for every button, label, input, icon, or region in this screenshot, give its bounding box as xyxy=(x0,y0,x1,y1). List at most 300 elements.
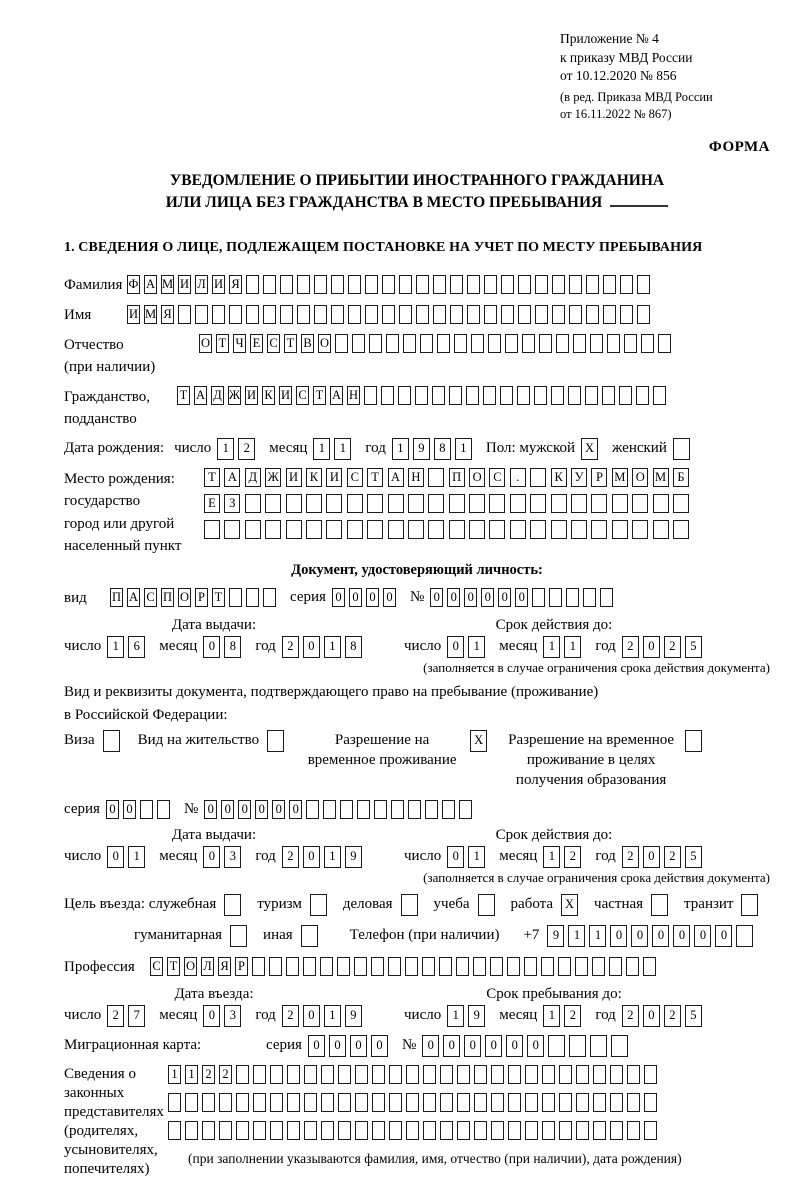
char-cell[interactable] xyxy=(542,1121,555,1140)
char-cell[interactable] xyxy=(530,468,546,487)
char-cell[interactable] xyxy=(636,386,649,405)
char-cell[interactable]: И xyxy=(178,275,191,294)
entry-day-input[interactable] xyxy=(107,1005,149,1027)
char-cell[interactable] xyxy=(510,520,526,539)
char-cell[interactable] xyxy=(612,494,628,513)
char-cell[interactable] xyxy=(398,386,411,405)
char-cell[interactable] xyxy=(600,588,613,607)
char-cell[interactable]: Ж xyxy=(265,468,281,487)
char-cell[interactable] xyxy=(603,305,616,324)
char-cell[interactable] xyxy=(367,494,383,513)
char-cell[interactable] xyxy=(576,1093,589,1112)
char-cell[interactable]: Т xyxy=(204,468,220,487)
char-cell[interactable]: 0 xyxy=(430,588,443,607)
char-cell[interactable]: 0 xyxy=(221,800,234,819)
char-cell[interactable]: 1 xyxy=(334,438,351,460)
char-cell[interactable] xyxy=(287,1093,300,1112)
char-cell[interactable] xyxy=(408,520,424,539)
char-cell[interactable] xyxy=(265,520,281,539)
char-cell[interactable] xyxy=(323,800,336,819)
char-cell[interactable]: 2 xyxy=(202,1065,215,1084)
char-cell[interactable]: 0 xyxy=(643,846,660,868)
char-cell[interactable] xyxy=(195,305,208,324)
char-cell[interactable]: 1 xyxy=(107,636,124,658)
char-cell[interactable] xyxy=(466,386,479,405)
char-cell[interactable]: 0 xyxy=(349,588,362,607)
stay-month-input[interactable] xyxy=(543,1005,585,1027)
char-cell[interactable] xyxy=(627,1065,640,1084)
char-cell[interactable] xyxy=(651,894,668,916)
char-cell[interactable] xyxy=(456,957,469,976)
char-cell[interactable]: 2 xyxy=(219,1065,232,1084)
char-cell[interactable]: 0 xyxy=(506,1035,523,1057)
char-cell[interactable] xyxy=(338,1121,351,1140)
char-cell[interactable]: Т xyxy=(212,588,225,607)
char-cell[interactable]: 0 xyxy=(289,800,302,819)
char-cell[interactable] xyxy=(236,1121,249,1140)
char-cell[interactable] xyxy=(510,494,526,513)
doc-valid-month-input[interactable] xyxy=(543,636,585,658)
char-cell[interactable] xyxy=(269,957,282,976)
char-cell[interactable] xyxy=(583,588,596,607)
char-cell[interactable]: Т xyxy=(177,386,190,405)
char-cell[interactable] xyxy=(408,800,421,819)
char-cell[interactable] xyxy=(585,386,598,405)
char-cell[interactable] xyxy=(592,957,605,976)
char-cell[interactable] xyxy=(551,494,567,513)
char-cell[interactable] xyxy=(286,520,302,539)
char-cell[interactable] xyxy=(178,305,191,324)
char-cell[interactable]: 6 xyxy=(128,636,145,658)
char-cell[interactable]: 1 xyxy=(313,438,330,460)
char-cell[interactable] xyxy=(408,494,424,513)
char-cell[interactable]: К xyxy=(262,386,275,405)
char-cell[interactable] xyxy=(653,386,666,405)
char-cell[interactable] xyxy=(627,1121,640,1140)
char-cell[interactable] xyxy=(224,520,240,539)
char-cell[interactable] xyxy=(185,1093,198,1112)
char-cell[interactable] xyxy=(331,275,344,294)
char-cell[interactable] xyxy=(590,1035,607,1057)
char-cell[interactable] xyxy=(612,520,628,539)
char-cell[interactable] xyxy=(551,520,567,539)
char-cell[interactable]: К xyxy=(551,468,567,487)
char-cell[interactable] xyxy=(607,334,620,353)
char-cell[interactable] xyxy=(236,1065,249,1084)
purpose-business-checkbox[interactable] xyxy=(401,894,422,916)
char-cell[interactable] xyxy=(263,305,276,324)
char-cell[interactable] xyxy=(457,1093,470,1112)
char-cell[interactable] xyxy=(401,894,418,916)
char-cell[interactable]: 0 xyxy=(366,588,379,607)
char-cell[interactable] xyxy=(576,1065,589,1084)
char-cell[interactable] xyxy=(457,1121,470,1140)
char-cell[interactable]: Т xyxy=(367,468,383,487)
char-cell[interactable] xyxy=(321,1065,334,1084)
purpose-tourism-checkbox[interactable] xyxy=(310,894,331,916)
char-cell[interactable] xyxy=(610,1065,623,1084)
char-cell[interactable] xyxy=(454,334,467,353)
temp-residence-checkbox[interactable] xyxy=(470,730,491,752)
char-cell[interactable]: А xyxy=(194,386,207,405)
char-cell[interactable] xyxy=(372,1093,385,1112)
char-cell[interactable]: О xyxy=(178,588,191,607)
char-cell[interactable] xyxy=(576,1121,589,1140)
representatives-line3-input[interactable] xyxy=(168,1121,682,1140)
char-cell[interactable] xyxy=(501,275,514,294)
purpose-official-checkbox[interactable] xyxy=(224,894,245,916)
char-cell[interactable]: 8 xyxy=(434,438,451,460)
char-cell[interactable]: С xyxy=(144,588,157,607)
char-cell[interactable]: 0 xyxy=(527,1035,544,1057)
char-cell[interactable] xyxy=(204,520,220,539)
residence-issue-day-input[interactable] xyxy=(107,846,149,868)
char-cell[interactable] xyxy=(534,386,547,405)
char-cell[interactable]: 1 xyxy=(324,636,341,658)
char-cell[interactable]: 1 xyxy=(543,636,560,658)
char-cell[interactable] xyxy=(388,957,401,976)
char-cell[interactable] xyxy=(372,1121,385,1140)
char-cell[interactable] xyxy=(440,1065,453,1084)
char-cell[interactable] xyxy=(620,305,633,324)
char-cell[interactable]: 0 xyxy=(329,1035,346,1057)
char-cell[interactable]: 0 xyxy=(447,588,460,607)
char-cell[interactable]: О xyxy=(318,334,331,353)
char-cell[interactable] xyxy=(525,1065,538,1084)
char-cell[interactable]: 1 xyxy=(468,636,485,658)
char-cell[interactable]: А xyxy=(388,468,404,487)
residence-series-input[interactable] xyxy=(106,800,174,819)
birth-month-input[interactable] xyxy=(313,438,355,460)
char-cell[interactable] xyxy=(524,957,537,976)
char-cell[interactable] xyxy=(263,275,276,294)
char-cell[interactable]: С xyxy=(296,386,309,405)
char-cell[interactable]: В xyxy=(301,334,314,353)
char-cell[interactable] xyxy=(369,334,382,353)
char-cell[interactable] xyxy=(474,1093,487,1112)
char-cell[interactable]: З xyxy=(224,494,240,513)
char-cell[interactable] xyxy=(372,1065,385,1084)
char-cell[interactable] xyxy=(389,1065,402,1084)
char-cell[interactable]: О xyxy=(632,468,648,487)
char-cell[interactable]: П xyxy=(161,588,174,607)
char-cell[interactable] xyxy=(432,386,445,405)
char-cell[interactable]: 0 xyxy=(203,846,220,868)
doc-issue-year-input[interactable] xyxy=(282,636,366,658)
char-cell[interactable]: 2 xyxy=(238,438,255,460)
char-cell[interactable] xyxy=(569,305,582,324)
char-cell[interactable]: 0 xyxy=(255,800,268,819)
char-cell[interactable] xyxy=(236,1093,249,1112)
char-cell[interactable]: 9 xyxy=(345,846,362,868)
char-cell[interactable] xyxy=(551,386,564,405)
char-cell[interactable] xyxy=(508,1065,521,1084)
char-cell[interactable] xyxy=(219,1093,232,1112)
char-cell[interactable] xyxy=(627,1093,640,1112)
char-cell[interactable] xyxy=(626,957,639,976)
char-cell[interactable] xyxy=(442,800,455,819)
char-cell[interactable] xyxy=(469,520,485,539)
char-cell[interactable]: 0 xyxy=(238,800,251,819)
char-cell[interactable] xyxy=(658,334,671,353)
char-cell[interactable]: 9 xyxy=(468,1005,485,1027)
char-cell[interactable] xyxy=(559,1093,572,1112)
visa-checkbox[interactable] xyxy=(103,730,124,752)
char-cell[interactable] xyxy=(558,957,571,976)
char-cell[interactable]: 0 xyxy=(515,588,528,607)
char-cell[interactable] xyxy=(593,1121,606,1140)
char-cell[interactable]: А xyxy=(330,386,343,405)
char-cell[interactable]: Р xyxy=(235,957,248,976)
char-cell[interactable] xyxy=(530,494,546,513)
patronymic-input[interactable] xyxy=(199,334,675,353)
char-cell[interactable] xyxy=(391,800,404,819)
char-cell[interactable] xyxy=(270,1121,283,1140)
char-cell[interactable]: 0 xyxy=(464,588,477,607)
char-cell[interactable] xyxy=(620,275,633,294)
char-cell[interactable] xyxy=(440,1093,453,1112)
char-cell[interactable] xyxy=(569,1035,586,1057)
char-cell[interactable] xyxy=(741,894,758,916)
char-cell[interactable] xyxy=(321,1093,334,1112)
char-cell[interactable] xyxy=(365,305,378,324)
char-cell[interactable]: 2 xyxy=(622,846,639,868)
char-cell[interactable] xyxy=(517,386,530,405)
purpose-work-checkbox[interactable] xyxy=(561,894,582,916)
char-cell[interactable] xyxy=(347,494,363,513)
char-cell[interactable] xyxy=(140,800,153,819)
char-cell[interactable]: О xyxy=(184,957,197,976)
char-cell[interactable]: И xyxy=(286,468,302,487)
char-cell[interactable] xyxy=(406,1093,419,1112)
char-cell[interactable] xyxy=(736,925,753,947)
char-cell[interactable] xyxy=(469,494,485,513)
char-cell[interactable] xyxy=(619,386,632,405)
char-cell[interactable] xyxy=(303,957,316,976)
char-cell[interactable] xyxy=(338,1093,351,1112)
char-cell[interactable] xyxy=(306,800,319,819)
char-cell[interactable] xyxy=(389,1093,402,1112)
char-cell[interactable]: 0 xyxy=(643,1005,660,1027)
char-cell[interactable] xyxy=(535,275,548,294)
entry-year-input[interactable] xyxy=(282,1005,366,1027)
char-cell[interactable]: 0 xyxy=(422,1035,439,1057)
char-cell[interactable]: 2 xyxy=(107,1005,124,1027)
char-cell[interactable] xyxy=(573,334,586,353)
surname-input[interactable] xyxy=(127,275,654,294)
char-cell[interactable]: 0 xyxy=(350,1035,367,1057)
char-cell[interactable]: 2 xyxy=(282,1005,299,1027)
char-cell[interactable]: Я xyxy=(218,957,231,976)
char-cell[interactable]: 2 xyxy=(564,1005,581,1027)
char-cell[interactable]: 1 xyxy=(543,846,560,868)
char-cell[interactable]: Д xyxy=(211,386,224,405)
char-cell[interactable] xyxy=(388,494,404,513)
char-cell[interactable] xyxy=(542,1065,555,1084)
char-cell[interactable] xyxy=(610,1121,623,1140)
char-cell[interactable] xyxy=(433,305,446,324)
char-cell[interactable] xyxy=(267,730,284,752)
char-cell[interactable]: И xyxy=(127,305,140,324)
char-cell[interactable]: С xyxy=(347,468,363,487)
char-cell[interactable] xyxy=(586,275,599,294)
char-cell[interactable]: И xyxy=(212,275,225,294)
char-cell[interactable] xyxy=(474,1065,487,1084)
char-cell[interactable] xyxy=(386,334,399,353)
char-cell[interactable]: 0 xyxy=(203,636,220,658)
purpose-humanitarian-checkbox[interactable] xyxy=(230,925,251,947)
char-cell[interactable] xyxy=(314,305,327,324)
char-cell[interactable] xyxy=(624,334,637,353)
char-cell[interactable] xyxy=(321,1121,334,1140)
char-cell[interactable] xyxy=(491,1065,504,1084)
char-cell[interactable]: 0 xyxy=(303,1005,320,1027)
char-cell[interactable] xyxy=(559,1065,572,1084)
char-cell[interactable] xyxy=(338,1065,351,1084)
char-cell[interactable]: 5 xyxy=(685,636,702,658)
char-cell[interactable]: 9 xyxy=(345,1005,362,1027)
char-cell[interactable]: 3 xyxy=(224,1005,241,1027)
char-cell[interactable] xyxy=(440,1121,453,1140)
char-cell[interactable] xyxy=(245,520,261,539)
char-cell[interactable]: 1 xyxy=(564,636,581,658)
char-cell[interactable]: Т xyxy=(167,957,180,976)
char-cell[interactable]: 0 xyxy=(383,588,396,607)
char-cell[interactable]: Ж xyxy=(228,386,241,405)
char-cell[interactable]: 0 xyxy=(652,925,669,947)
char-cell[interactable]: Р xyxy=(591,468,607,487)
char-cell[interactable] xyxy=(508,1093,521,1112)
char-cell[interactable] xyxy=(286,494,302,513)
char-cell[interactable]: 1 xyxy=(568,925,585,947)
purpose-other-checkbox[interactable] xyxy=(301,925,322,947)
char-cell[interactable] xyxy=(590,334,603,353)
char-cell[interactable] xyxy=(644,1121,657,1140)
residence-issue-year-input[interactable] xyxy=(282,846,366,868)
char-cell[interactable]: П xyxy=(110,588,123,607)
char-cell[interactable]: 7 xyxy=(128,1005,145,1027)
char-cell[interactable] xyxy=(653,494,669,513)
char-cell[interactable]: Р xyxy=(195,588,208,607)
char-cell[interactable] xyxy=(568,386,581,405)
char-cell[interactable] xyxy=(522,334,535,353)
char-cell[interactable] xyxy=(202,1093,215,1112)
char-cell[interactable] xyxy=(314,275,327,294)
char-cell[interactable] xyxy=(641,334,654,353)
char-cell[interactable] xyxy=(420,334,433,353)
char-cell[interactable] xyxy=(301,925,318,947)
char-cell[interactable] xyxy=(549,588,562,607)
char-cell[interactable] xyxy=(471,334,484,353)
char-cell[interactable]: 2 xyxy=(282,846,299,868)
gender-male-checkbox[interactable] xyxy=(581,438,602,460)
char-cell[interactable]: Я xyxy=(161,305,174,324)
char-cell[interactable]: И xyxy=(279,386,292,405)
char-cell[interactable]: 1 xyxy=(447,1005,464,1027)
char-cell[interactable]: 0 xyxy=(694,925,711,947)
residence-valid-day-input[interactable] xyxy=(447,846,489,868)
char-cell[interactable] xyxy=(406,1121,419,1140)
char-cell[interactable]: 1 xyxy=(455,438,472,460)
char-cell[interactable] xyxy=(525,1093,538,1112)
char-cell[interactable] xyxy=(246,275,259,294)
char-cell[interactable] xyxy=(586,305,599,324)
char-cell[interactable]: М xyxy=(144,305,157,324)
char-cell[interactable] xyxy=(415,386,428,405)
gender-female-checkbox[interactable] xyxy=(673,438,694,460)
char-cell[interactable] xyxy=(569,275,582,294)
char-cell[interactable] xyxy=(212,305,225,324)
char-cell[interactable] xyxy=(253,1121,266,1140)
char-cell[interactable] xyxy=(518,305,531,324)
char-cell[interactable] xyxy=(280,305,293,324)
char-cell[interactable] xyxy=(484,305,497,324)
residence-permit-checkbox[interactable] xyxy=(267,730,288,752)
char-cell[interactable]: М xyxy=(161,275,174,294)
char-cell[interactable]: 5 xyxy=(685,846,702,868)
doc-series-input[interactable] xyxy=(332,588,400,607)
char-cell[interactable]: С xyxy=(267,334,280,353)
char-cell[interactable]: . xyxy=(510,468,526,487)
char-cell[interactable] xyxy=(229,305,242,324)
char-cell[interactable] xyxy=(566,588,579,607)
char-cell[interactable]: О xyxy=(469,468,485,487)
char-cell[interactable]: 0 xyxy=(203,1005,220,1027)
birth-place-line1-input[interactable] xyxy=(204,468,693,487)
char-cell[interactable] xyxy=(246,588,259,607)
doc-type-input[interactable] xyxy=(110,588,280,607)
char-cell[interactable] xyxy=(399,305,412,324)
char-cell[interactable]: 0 xyxy=(308,1035,325,1057)
char-cell[interactable] xyxy=(571,494,587,513)
char-cell[interactable]: 0 xyxy=(643,636,660,658)
char-cell[interactable] xyxy=(337,957,350,976)
char-cell[interactable]: Ч xyxy=(233,334,246,353)
char-cell[interactable] xyxy=(340,800,353,819)
char-cell[interactable]: Я xyxy=(229,275,242,294)
char-cell[interactable] xyxy=(399,275,412,294)
char-cell[interactable]: Е xyxy=(204,494,220,513)
char-cell[interactable]: 2 xyxy=(664,1005,681,1027)
char-cell[interactable] xyxy=(270,1065,283,1084)
char-cell[interactable] xyxy=(437,334,450,353)
char-cell[interactable]: 2 xyxy=(564,846,581,868)
char-cell[interactable] xyxy=(489,520,505,539)
char-cell[interactable] xyxy=(297,305,310,324)
char-cell[interactable] xyxy=(253,1093,266,1112)
char-cell[interactable] xyxy=(246,305,259,324)
char-cell[interactable] xyxy=(530,520,546,539)
purpose-study-checkbox[interactable] xyxy=(478,894,499,916)
char-cell[interactable] xyxy=(355,1121,368,1140)
char-cell[interactable] xyxy=(287,1065,300,1084)
char-cell[interactable] xyxy=(306,520,322,539)
residence-valid-year-input[interactable] xyxy=(622,846,706,868)
char-cell[interactable] xyxy=(280,275,293,294)
char-cell[interactable]: 2 xyxy=(622,1005,639,1027)
char-cell[interactable] xyxy=(609,957,622,976)
char-cell[interactable] xyxy=(610,1093,623,1112)
char-cell[interactable] xyxy=(637,275,650,294)
char-cell[interactable]: Е xyxy=(250,334,263,353)
char-cell[interactable] xyxy=(508,1121,521,1140)
char-cell[interactable]: Л xyxy=(195,275,208,294)
char-cell[interactable] xyxy=(449,520,465,539)
char-cell[interactable]: Д xyxy=(245,468,261,487)
char-cell[interactable] xyxy=(556,334,569,353)
char-cell[interactable] xyxy=(539,334,552,353)
char-cell[interactable] xyxy=(423,1093,436,1112)
